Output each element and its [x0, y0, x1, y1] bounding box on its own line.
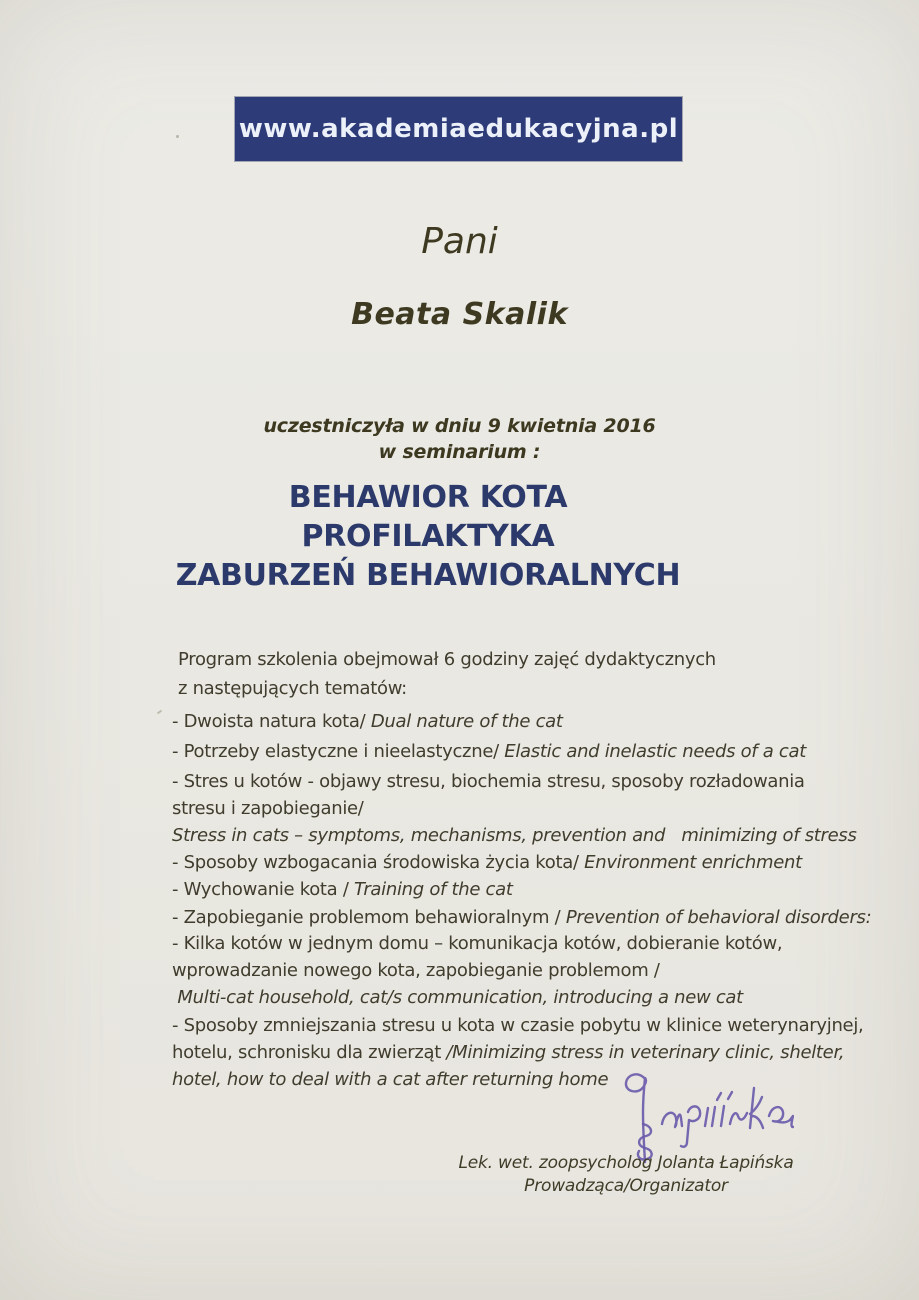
participation-line-1: uczestniczyła w dniu 9 kwietnia 2016 — [263, 415, 656, 437]
program-item: - Kilka kotów w jednym domu – komunikacja kotów, dobieranie kotów, wprowadzanie nowego kota, zapobieganie problemom / Multi-cat household, cat/s communication, introducing a new cat — [172, 933, 783, 1008]
signature-block — [448, 1152, 804, 1198]
seminar-title — [0, 478, 856, 595]
program-item: - Dwoista natura kota/ Dual nature of the cat — [172, 711, 563, 732]
salutation: Pani — [421, 221, 498, 262]
program-intro — [178, 645, 898, 703]
seminar-title-line-3: ZABURZEŃ BEHAWIORALNYCH — [175, 558, 681, 593]
signer-role: Prowadząca/Organizator — [524, 1176, 728, 1196]
seminar-title-line-2: PROFILAKTYKA — [301, 519, 555, 554]
participation-statement — [0, 413, 919, 465]
paper-mark — [157, 710, 162, 715]
paper-speck — [176, 135, 179, 138]
program-items — [172, 708, 908, 1093]
program-item: - Zapobieganie problemom behawioralnym / Prevention of behavioral disorders: — [172, 907, 872, 928]
program-item: - Stres u kotów - objawy stresu, biochemia stresu, sposoby rozładowania stresu i zapobieganie/ Stress in cats – symptoms, mechanisms, prevention and minimizing of stress — [172, 771, 857, 846]
recipient-name: Beata Skalik — [351, 297, 568, 332]
signer-name: Lek. wet. zoopsycholog Jolanta Łapińska — [458, 1153, 794, 1173]
website-url: www.akademiaedukacyjna.pl — [238, 114, 679, 144]
website-banner — [235, 97, 682, 161]
program-item: - Sposoby wzbogacania środowiska życia kota/ Environment enrichment — [172, 852, 802, 873]
program-intro-line-2: z następujących tematów: — [178, 678, 407, 699]
seminar-title-line-1: BEHAWIOR KOTA — [288, 480, 568, 515]
program-item: - Wychowanie kota / Training of the cat — [172, 879, 513, 900]
program-intro-line-1: Program szkolenia obejmował 6 godziny zajęć dydaktycznych — [178, 649, 716, 670]
program-item: - Sposoby zmniejszania stresu u kota w czasie pobytu w klinice weterynaryjnej, hotelu, schronisku dla zwierząt /Minimizing stress in veterinary clinic, shelter, hotel, how to deal with a cat after returning home — [172, 1015, 864, 1090]
participation-line-2: w seminarium : — [378, 441, 541, 463]
program-item: - Potrzeby elastyczne i nieelastyczne/ Elastic and inelastic needs of a cat — [172, 741, 806, 762]
